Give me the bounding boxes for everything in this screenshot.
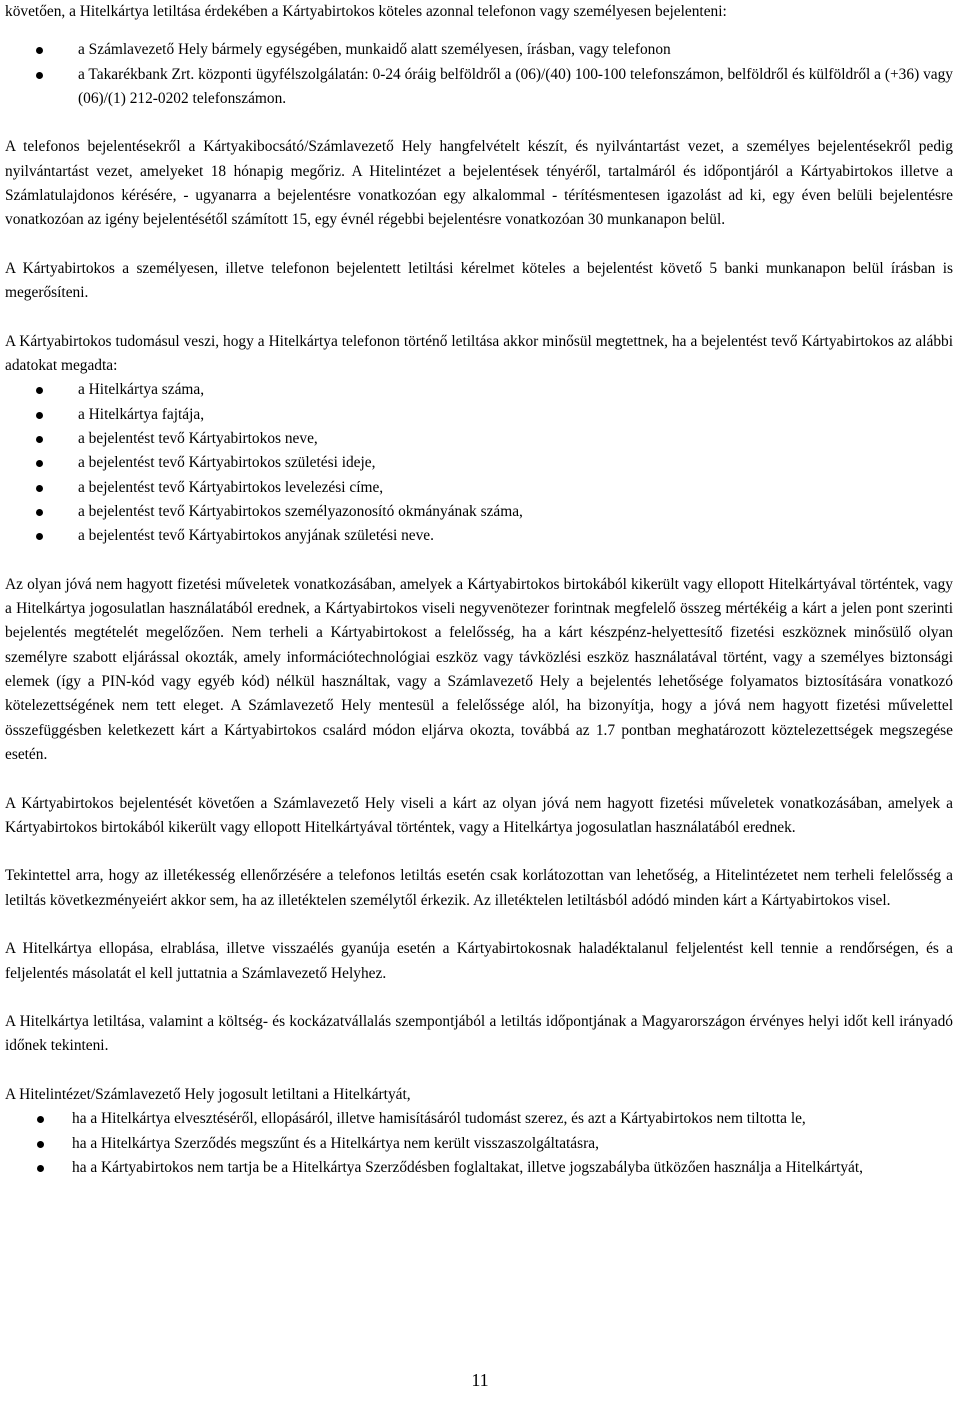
list-item: a bejelentést tevő Kártyabirtokos levelezési címe, [5, 476, 953, 500]
list-item: a Hitelkártya fajtája, [5, 403, 953, 427]
bullet-icon [36, 533, 43, 540]
bullet-icon [37, 1141, 44, 1148]
bullet-icon [37, 1165, 44, 1172]
document-page [5, 0, 953, 1180]
intro-line: követően, a Hitelkártya letiltása érdekében a Kártyabirtokos köteles azonnal telefonon vagy személyesen bejelenteni: [5, 3, 727, 20]
list-item: a bejelentést tevő Kártyabirtokos anyjának születési neve. [5, 524, 953, 548]
bullet-icon [36, 47, 43, 54]
bullet-icon [36, 485, 43, 492]
paragraph-liability: Az olyan jóvá nem hagyott fizetési műveletek vonatkozásában, amelyek a Kártyabirtokos birtokából kikerült vagy ellopott Hitelkártyával történtek, vagy a Hitelkártya jogosulatlan használatából erednek, a Kártyabirtokos viseli negyvenötezer forintnak megfelelő összeg mértékéig a kárt a jelen pont szerinti bejelentés megtételét megelőzően. Nem terheli a Kártyabirtokost a felelősség, ha a kárt készpénz-helyettesítő fizetési eszköznek minősülő olyan személyre szabott eljárással okozták, amely információtechnológiai eszköz vagy távközlési eszköz használatával történt, vagy a személyes biztonsági elemek (így a PIN-kód vagy egyéb kód) nélkül használtak, vagy a Számlavezető Hely a bejelentés lehetősége folyamatos biztosítására vonatkozó kötelezettségének nem tett eleget. A Számlavezető Hely mentesül a felelőssége alól, ha bizonyítja, hogy a jóvá nem hagyott fizetési művelettel összefüggésben keletkezett kárt a Kártyabirtokos csalárd módon eljárva okozta, továbbá az 1.7 pontban meghatározott köztelezettségek megszegése esetén. [5, 575, 953, 763]
paragraph-accept: A Kártyabirtokos tudomásul veszi, hogy a Hitelkártya telefonon történő letiltása akkor minősül megtettnek, ha a bejelentést tevő Kártyabirtokos az alábbi adatokat megadta: [5, 332, 953, 375]
list-item: a Számlavezető Hely bármely egységében, munkaidő alatt személyesen, írásban, vagy telefonon [5, 38, 953, 62]
paragraph-bank-right: A Hitelintézet/Számlavezető Hely jogosult letiltani a Hitelkártyát, [5, 1086, 411, 1104]
list-item: ha a Hitelkártya elvesztéséről, ellopásáról, illetve hamisításáról tudomást szerez, és azt a Kártyabirtokos nem tiltotta le, [5, 1107, 953, 1131]
list-item: a bejelentést tevő Kártyabirtokos személyazonosító okmányának száma, [5, 500, 953, 524]
bullet-icon [37, 1116, 44, 1123]
paragraph-recording: A telefonos bejelentésekről a Kártyakibocsátó/Számlavezető Hely hangfelvételt készít, és nyilvántartást vezet, a személyes bejelentésekről pedig nyilvántartást vezet, amelyeket 18 hónapig megőriz. A Hitelintézet a bejelentések tényéről, tartalmáról és időpontjáról a Kártyabirtokos illetve a Számlatulajdonos kérésére, - ugyanarra a bejelentésre vonatkozóan egy alkalommal - térítésmentesen igazolást ad ki, egy éven belüli bejelentésre vonatkozóan az igény bejelentésétől számított 15, egy évnél régebbi bejelentésre vonatkozóan 30 munkanapon belül. [5, 138, 953, 229]
paragraph-police: A Hitelkártya ellopása, elrablása, illetve visszaélés gyanúja esetén a Kártyabirtokosnak haladéktalanul feljelentést kell tennie a rendőrségen, és a feljelentés másolatát el kell juttatnia a Számlavezető Helyhez. [5, 940, 953, 982]
bullet-icon [36, 72, 43, 79]
bullet-icon [36, 436, 43, 443]
list-item: a Hitelkártya száma, [5, 378, 953, 402]
page-number: 11 [471, 1370, 489, 1390]
bullet-icon [36, 509, 43, 516]
paragraph-confirm: A Kártyabirtokos a személyesen, illetve telefonon bejelentett letiltási kérelmet köteles a bejelentést követő 5 banki munkanapon belül írásban is megerősíteni. [5, 259, 953, 302]
required-data-list [5, 378, 953, 548]
paragraph-time: A Hitelkártya letiltása, valamint a költség- és kockázatvállalás szempontjából a letiltás időpontjának a Magyarországon érvényes helyi időt kell irányadó időnek tekinteni. [5, 1013, 953, 1055]
report-channels-list [5, 38, 953, 111]
list-item: a Takarékbank Zrt. központi ügyfélszolgálatán: 0-24 óráig belföldről a (06)/(40) 100-100 telefonszámon, belföldről és külföldről a (+36) vagy (06)/(1) 212-0202 telefonszámon. [5, 63, 953, 112]
bullet-icon [36, 460, 43, 467]
list-item: a bejelentést tevő Kártyabirtokos neve, [5, 427, 953, 451]
paragraph-authority: Tekintettel arra, hogy az illetékesség ellenőrzésére a telefonos letiltás esetén csak korlátozottan van lehetőség, a Hitelintézetet nem terheli felelősség a letiltás következményeiért akkor sem, ha az illetéktelen személytől érkezik. Az illetéktelen letiltásból adódó minden kárt a Kártyabirtokos visel. [5, 867, 953, 909]
list-item: ha a Hitelkártya Szerződés megszűnt és a Hitelkártya nem került visszaszolgáltatásra, [5, 1132, 953, 1156]
bullet-icon [36, 412, 43, 419]
paragraph-after-report: A Kártyabirtokos bejelentését követően a Számlavezető Hely viseli a kárt az olyan jóvá nem hagyott fizetési műveletek vonatkozásában, amelyek a Kártyabirtokos birtokából kikerült vagy ellopott Hitelkártyával történtek, vagy a Hitelkártya jogosulatlan használatából erednek. [5, 794, 953, 836]
bank-right-list [5, 1107, 953, 1180]
list-item: a bejelentést tevő Kártyabirtokos születési ideje, [5, 451, 953, 475]
bullet-icon [36, 387, 43, 394]
list-item: ha a Kártyabirtokos nem tartja be a Hitelkártya Szerződésben foglaltakat, illetve jogszabályba ütközően használja a Hitelkártyát, [5, 1156, 953, 1180]
